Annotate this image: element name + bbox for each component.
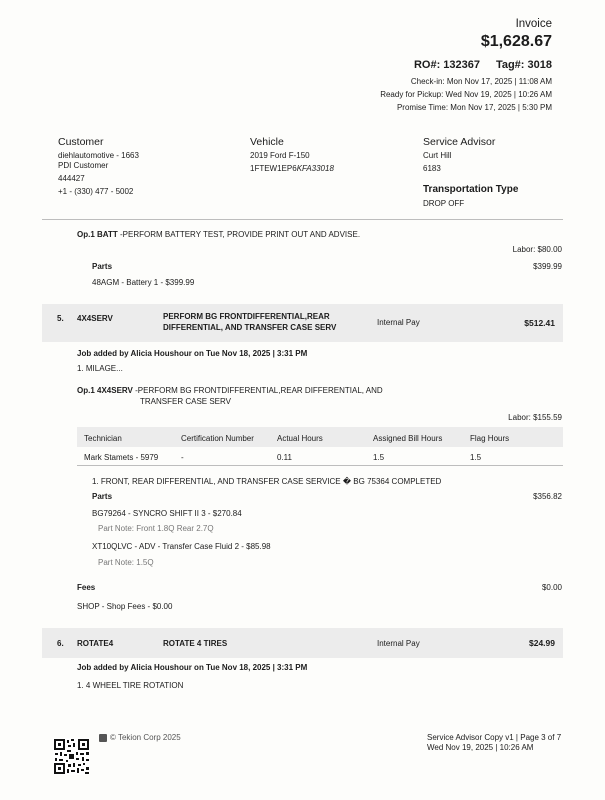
tag-number: Tag#: 3018: [495, 59, 552, 71]
job-5-part-1: BG79264 - SYNCRO SHIFT II 3 - $270.84: [92, 509, 242, 518]
advisor-id: 6183: [423, 164, 441, 173]
prev-parts-heading: Parts: [92, 262, 113, 271]
prev-labor: Labor: $80.00: [512, 245, 562, 254]
transport-heading: Transportation Type: [423, 184, 519, 195]
section-divider: [42, 219, 563, 220]
vin-suffix: KFA33018: [296, 164, 334, 173]
qr-code-icon: [53, 738, 90, 775]
job-6-amount: $24.99: [529, 638, 555, 648]
job-6-header: [42, 628, 563, 658]
footer-printed-date: Wed Nov 19, 2025 | 10:26 AM: [427, 743, 534, 752]
tech-col-technician: Technician: [84, 434, 122, 443]
tech-col-flag: Flag Hours: [470, 434, 510, 443]
job-5-number: 5.: [57, 314, 64, 323]
job-5-code: 4X4SERV: [77, 314, 113, 323]
job-5-labor: Labor: $155.59: [508, 413, 562, 422]
job-6-added-by: Job added by Alicia Houshour on Tue Nov 18, 2025 | 3:31 PM: [77, 663, 308, 672]
job-5-added-by: Job added by Alicia Houshour on Tue Nov 18, 2025 | 3:31 PM: [77, 349, 308, 358]
tech-col-actual: Actual Hours: [277, 434, 323, 443]
vin-prefix: 1FTEW1EP6: [250, 164, 297, 173]
checkin-time: Check-in: Mon Nov 17, 2025 | 11:08 AM: [410, 77, 552, 86]
job-5-fees-heading: Fees: [77, 583, 96, 592]
prev-op-desc: -PERFORM BATTERY TEST, PROVIDE PRINT OUT AND ADVISE.: [119, 230, 361, 239]
advisor-heading: Service Advisor: [423, 136, 496, 148]
customer-number: 444427: [58, 174, 85, 183]
job-5-parts-heading: Parts: [92, 492, 113, 501]
tech-cell-name: Mark Stamets - 5979: [84, 453, 159, 462]
job-5-story: 1. FRONT, REAR DIFFERENTIAL, AND TRANSFER CASE SERVICE � BG 75364 COMPLETED: [92, 477, 442, 486]
job-5-fee-line: SHOP - Shop Fees - $0.00: [77, 602, 173, 611]
job-5-pay-type: Internal Pay: [377, 318, 420, 327]
vehicle-model: 2019 Ford F-150: [250, 151, 310, 160]
prev-parts-total: $399.99: [533, 262, 562, 271]
job-5-title-2: DIFFERENTIAL, AND TRANSFER CASE SERV: [163, 323, 337, 332]
ro-number: RO#: 132367: [413, 59, 480, 71]
job-5-part-1-note: Part Note: Front 1.8Q Rear 2.7Q: [98, 524, 214, 533]
job-5-op-desc-2: TRANSFER CASE SERV: [140, 397, 231, 406]
tech-cell-actual: 0.11: [277, 453, 292, 462]
customer-phone: +1 - (330) 477 - 5002: [58, 187, 134, 196]
tech-cell-cert: -: [181, 453, 184, 462]
customer-type: PDI Customer: [58, 161, 109, 170]
invoice-label: Invoice: [515, 18, 552, 30]
prev-op-line: [77, 230, 360, 239]
job-5-fees-total: $0.00: [541, 583, 562, 592]
vehicle-vin: [250, 164, 334, 173]
job-5-part-2-note: Part Note: 1.5Q: [98, 558, 154, 567]
job-5-op-desc: -PERFORM BG FRONTDIFFERENTIAL,REAR DIFFERENTIAL, AND: [135, 386, 383, 395]
promise-time: Promise Time: Mon Nov 17, 2025 | 5:30 PM: [396, 103, 552, 112]
job-6-pay-type: Internal Pay: [377, 639, 420, 648]
footer-copy-info: Service Advisor Copy v1 | Page 3 of 7: [427, 733, 562, 742]
job-5-title-1: PERFORM BG FRONTDIFFERENTIAL,REAR: [163, 312, 330, 321]
job-6-title: ROTATE 4 TIRES: [163, 639, 228, 648]
tech-cell-flag: 1.5: [470, 453, 482, 462]
prev-part-line: 48AGM - Battery 1 - $399.99: [92, 278, 195, 287]
advisor-name: Curt Hill: [423, 151, 452, 160]
tech-col-assigned: Assigned Bill Hours: [373, 434, 443, 443]
job-5-amount: $512.41: [524, 318, 555, 328]
job-5-op-line: [77, 386, 383, 396]
vehicle-heading: Vehicle: [250, 136, 284, 148]
footer-copyright: © Tekion Corp 2025: [110, 733, 181, 742]
tech-col-cert: Certification Number: [181, 434, 254, 443]
customer-name: diehlautomotive - 1663: [58, 151, 139, 160]
job-6-number: 6.: [57, 639, 64, 648]
job-6-concern: 1. 4 WHEEL TIRE ROTATION: [77, 681, 184, 690]
pickup-time: Ready for Pickup: Wed Nov 19, 2025 | 10:26 AM: [380, 90, 552, 99]
tech-table-rule: [77, 465, 563, 466]
job-5-op-code: Op.1 4X4SERV: [77, 386, 133, 395]
tech-cell-assigned: 1.5: [373, 453, 385, 462]
job-6-code: ROTATE4: [77, 639, 114, 648]
tekion-logo-icon: [99, 734, 107, 742]
job-5-concern: 1. MILAGE...: [77, 364, 123, 373]
job-5-part-2: XT10QLVC - ADV - Transfer Case Fluid 2 - $85.98: [92, 542, 271, 551]
invoice-total: $1,628.67: [480, 33, 552, 50]
prev-op-code: Op.1 BATT: [77, 230, 118, 239]
job-5-parts-total: $356.82: [533, 492, 562, 501]
transport-type: DROP OFF: [423, 199, 465, 208]
customer-heading: Customer: [58, 136, 104, 148]
